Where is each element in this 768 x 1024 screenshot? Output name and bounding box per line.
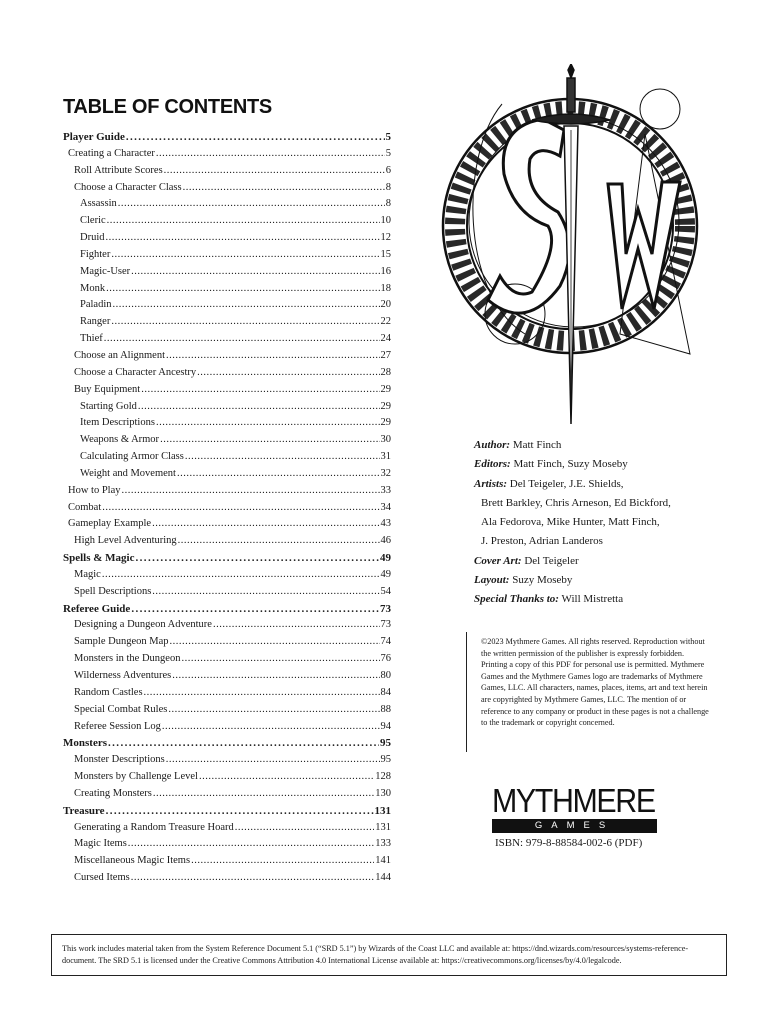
toc-entry-page: 141 xyxy=(375,855,391,867)
toc-entry-page: 73 xyxy=(380,602,391,615)
srd-license-notice: This work includes material taken from the System Reference Document 5.1 (“SRD 5.1”) by Wizards of the Coast LLC and available at: https://dnd.wizards.com/resources/systems-reference-document. The SRD 5.1 is licensed under the Creative Commons Attribution 4.0 International License available at: https://creativecommons.org/licenses/by/4.0/legalcode. xyxy=(51,934,727,976)
toc-entry[interactable] xyxy=(63,182,391,199)
toc-entry-page: 15 xyxy=(380,248,391,260)
toc-entry-label: Druid xyxy=(80,232,105,244)
toc-entry[interactable] xyxy=(63,687,391,704)
toc-leader-dots xyxy=(131,872,375,883)
toc-entry[interactable] xyxy=(63,198,391,215)
toc-leader-dots xyxy=(160,434,379,445)
toc-leader-dots xyxy=(152,586,379,597)
toc-entry[interactable] xyxy=(63,451,391,468)
credit-value: Del Teigeler xyxy=(524,554,579,567)
toc-entry[interactable] xyxy=(63,468,391,485)
toc-entry-page: 131 xyxy=(375,821,391,833)
toc-leader-dots xyxy=(170,636,380,647)
toc-entry-page: 133 xyxy=(375,838,391,850)
toc-entry-page: 46 xyxy=(380,535,391,547)
toc-entry-page: 95 xyxy=(380,737,391,750)
toc-entry-label: Referee Session Log xyxy=(74,720,161,732)
toc-entry-label: Special Combat Rules xyxy=(74,703,168,715)
toc-entry-page: 5 xyxy=(385,131,391,143)
toc-entry[interactable] xyxy=(63,434,391,451)
toc-leader-dots xyxy=(118,198,385,209)
toc-entry[interactable] xyxy=(63,822,391,839)
toc-entry-page: 16 xyxy=(380,265,391,277)
toc-entry-label: Thief xyxy=(80,333,103,345)
toc-entry-label: Cleric xyxy=(80,215,106,227)
toc-leader-dots xyxy=(111,249,379,260)
toc-entry-label: Spell Descriptions xyxy=(74,585,152,597)
toc-entry-label: Item Descriptions xyxy=(80,417,155,429)
toc-entry-label: Choose an Alignment xyxy=(74,349,165,361)
toc-entry-page: 5 xyxy=(385,147,391,159)
toc-leader-dots xyxy=(128,838,374,849)
credits xyxy=(474,436,744,610)
credit-label: Editors: xyxy=(474,458,511,471)
toc-entry-label: Roll Attribute Scores xyxy=(74,164,163,176)
toc-entry[interactable] xyxy=(63,569,391,586)
toc-entry-label: Monsters in the Dungeon xyxy=(74,653,181,665)
toc-entry-page: 12 xyxy=(380,232,391,244)
toc-entry[interactable] xyxy=(63,165,391,182)
toc-leader-dots xyxy=(153,788,374,799)
toc-leader-dots xyxy=(152,518,379,529)
toc-entry-label: Weight and Movement xyxy=(80,467,176,479)
toc-leader-dots xyxy=(191,855,374,866)
toc-entry-page: 131 xyxy=(374,804,391,817)
toc-leader-dots xyxy=(197,367,379,378)
toc-leader-dots xyxy=(113,299,380,310)
toc-entry-page: 73 xyxy=(380,619,391,631)
toc-entry-label: Spells & Magic xyxy=(63,552,135,565)
toc-entry[interactable] xyxy=(63,518,391,535)
page-title: TABLE OF CONTENTS xyxy=(63,96,272,118)
credit-value: Del Teigeler, J.E. Shields, xyxy=(509,477,624,490)
toc-entry-label: Combat xyxy=(68,501,102,513)
toc-entry-label: Creating Monsters xyxy=(74,787,152,799)
publisher-subtitle: GAMES xyxy=(492,819,657,833)
toc-entry[interactable] xyxy=(63,283,391,300)
toc-section[interactable] xyxy=(63,805,391,822)
toc-entry-label: Magic Items xyxy=(74,838,127,850)
toc-entry-label: Fighter xyxy=(80,248,111,260)
toc-entry[interactable] xyxy=(63,535,391,552)
table-of-contents xyxy=(63,131,391,889)
credit-label: Artists: xyxy=(474,477,508,490)
toc-leader-dots xyxy=(166,754,380,765)
credit-label: Author: xyxy=(474,439,511,451)
toc-leader-dots xyxy=(138,401,380,412)
credit-label: Layout: xyxy=(474,574,510,587)
toc-entry-page: 8 xyxy=(385,198,391,210)
credit-editors xyxy=(474,455,744,474)
credit-value: Matt Finch, Suzy Moseby xyxy=(513,458,628,471)
toc-entry[interactable] xyxy=(63,704,391,721)
credit-value: Matt Finch xyxy=(512,439,562,451)
copyright-notice: ©2023 Mythmere Games. All rights reserved. Reproduction without the written permission of the publisher is expressly forbidden. Printing a copy of this PDF for personal use is permitted. Mythmere Games and the Mythmere Games logo are trademarks of Mythmere Games, LLC. All characters, names, places, items, art and text herein are copyrighted by Mythmere Games, LLC. The mention of or reference to any company or product in these pages is not a challenge to the trademark or copyright concerned. xyxy=(466,632,712,752)
toc-entry-label: How to Play xyxy=(68,484,121,496)
toc-entry-label: Wilderness Adventures xyxy=(74,670,172,681)
toc-entry-label: Starting Gold xyxy=(80,400,137,412)
toc-entry[interactable] xyxy=(63,401,391,418)
toc-entry-page: 130 xyxy=(375,787,391,799)
toc-entry-page: 128 xyxy=(375,771,391,783)
toc-entry-label: Monsters by Challenge Level xyxy=(74,771,198,783)
toc-entry[interactable] xyxy=(63,249,391,266)
toc-entry-page: 95 xyxy=(380,754,391,766)
toc-entry[interactable] xyxy=(63,299,391,316)
toc-leader-dots xyxy=(102,569,380,580)
toc-entry-page: 29 xyxy=(380,383,391,395)
toc-leader-dots xyxy=(213,619,380,630)
toc-leader-dots xyxy=(177,468,380,479)
toc-entry[interactable] xyxy=(63,771,391,788)
toc-leader-dots xyxy=(107,215,380,226)
toc-entry[interactable] xyxy=(63,215,391,232)
toc-section[interactable] xyxy=(63,552,391,569)
toc-entry-label: Referee Guide xyxy=(63,602,131,615)
toc-entry-label: Miscellaneous Magic Items xyxy=(74,855,191,867)
toc-entry-page: 94 xyxy=(380,720,391,732)
toc-entry-label: Weapons & Armor xyxy=(80,434,160,446)
toc-entry-page: 24 xyxy=(380,333,391,345)
toc-leader-dots xyxy=(102,502,379,513)
toc-section[interactable] xyxy=(63,603,391,620)
toc-section[interactable] xyxy=(63,131,391,148)
credit-thanks xyxy=(474,590,744,609)
toc-entry-label: Calculating Armor Class xyxy=(80,451,184,463)
toc-leader-dots xyxy=(111,316,379,327)
toc-entry-label: Monk xyxy=(80,282,106,294)
toc-entry-page: 80 xyxy=(380,670,391,681)
credit-cover xyxy=(474,552,744,571)
toc-entry-page: 29 xyxy=(380,400,391,412)
credit-author xyxy=(474,436,744,455)
toc-entry-page: 8 xyxy=(385,181,391,193)
toc-leader-dots xyxy=(131,603,379,615)
toc-entry-label: Treasure xyxy=(63,804,105,817)
toc-entry[interactable] xyxy=(63,788,391,805)
toc-entry[interactable] xyxy=(63,754,391,771)
toc-entry-page: 10 xyxy=(380,215,391,227)
toc-leader-dots xyxy=(136,552,380,564)
credit-artists xyxy=(474,475,744,494)
toc-entry-label: Ranger xyxy=(80,316,111,328)
toc-leader-dots xyxy=(178,535,380,546)
toc-leader-dots xyxy=(183,182,385,193)
toc-entry[interactable] xyxy=(63,367,391,384)
toc-entry-label: Creating a Character xyxy=(68,147,155,159)
toc-entry[interactable] xyxy=(63,232,391,249)
toc-leader-dots xyxy=(235,822,374,833)
toc-entry-label: Designing a Dungeon Adventure xyxy=(74,619,212,631)
toc-entry[interactable] xyxy=(63,333,391,350)
toc-entry[interactable] xyxy=(63,619,391,636)
toc-entry-page: 30 xyxy=(380,434,391,446)
credit-value: Will Mistretta xyxy=(561,593,624,606)
toc-entry-label: Monsters xyxy=(63,737,107,750)
toc-leader-dots xyxy=(131,266,379,277)
toc-entry[interactable] xyxy=(63,721,391,738)
toc-leader-dots xyxy=(141,384,379,395)
toc-entry-label: Monster Descriptions xyxy=(74,754,165,766)
toc-entry-page: 22 xyxy=(380,316,391,328)
toc-entry[interactable] xyxy=(63,636,391,653)
toc-leader-dots xyxy=(104,333,380,344)
toc-entry-page: 6 xyxy=(385,164,391,176)
toc-entry-page: 29 xyxy=(380,417,391,429)
toc-entry-page: 84 xyxy=(380,686,391,698)
toc-entry-label: Magic xyxy=(74,568,101,580)
toc-entry-label: Player Guide xyxy=(63,131,125,143)
toc-leader-dots xyxy=(164,165,385,176)
toc-entry-label: Assassin xyxy=(80,198,117,210)
credit-label: Special Thanks to: xyxy=(474,593,559,606)
toc-entry-page: 27 xyxy=(380,349,391,361)
credit-layout xyxy=(474,571,744,590)
toc-leader-dots xyxy=(106,232,380,243)
toc-entry[interactable] xyxy=(63,485,391,502)
toc-entry[interactable] xyxy=(63,316,391,333)
toc-leader-dots xyxy=(106,805,374,817)
toc-entry[interactable] xyxy=(63,586,391,603)
toc-leader-dots xyxy=(106,283,379,294)
toc-entry-label: Generating a Random Treasure Hoard xyxy=(74,821,234,833)
toc-entry[interactable] xyxy=(63,670,391,687)
credit-value: Suzy Moseby xyxy=(512,574,573,587)
toc-entry-label: Gameplay Example xyxy=(68,518,152,530)
toc-entry-label: Paladin xyxy=(80,299,112,311)
publisher-logo xyxy=(492,784,657,833)
toc-entry-page: 20 xyxy=(380,299,391,311)
toc-leader-dots xyxy=(181,653,379,664)
toc-leader-dots xyxy=(185,451,380,462)
toc-leader-dots xyxy=(172,670,379,681)
credit-artists-cont: Brett Barkley, Chris Arneson, Ed Bickford, xyxy=(481,496,671,509)
toc-entry-label: Random Castles xyxy=(74,686,143,698)
toc-entry-page: 88 xyxy=(380,703,391,715)
toc-entry-page: 18 xyxy=(380,282,391,294)
toc-entry-page: 54 xyxy=(380,585,391,597)
toc-leader-dots xyxy=(122,485,380,496)
credit-label: Cover Art: xyxy=(474,554,522,567)
toc-entry-page: 43 xyxy=(380,518,391,530)
toc-entry[interactable] xyxy=(63,350,391,367)
toc-entry[interactable] xyxy=(63,417,391,434)
toc-leader-dots xyxy=(156,148,385,159)
toc-entry[interactable] xyxy=(63,502,391,519)
toc-entry-page: 49 xyxy=(380,568,391,580)
toc-entry-page: 49 xyxy=(380,552,391,565)
toc-entry[interactable] xyxy=(63,653,391,670)
toc-leader-dots xyxy=(126,131,385,143)
toc-entry-page: 33 xyxy=(380,484,391,496)
toc-leader-dots xyxy=(108,737,379,749)
toc-section[interactable] xyxy=(63,737,391,754)
credit-artists-cont: Ala Fedorova, Mike Hunter, Matt Finch, xyxy=(481,516,660,529)
toc-leader-dots xyxy=(162,721,380,732)
toc-leader-dots xyxy=(144,687,380,698)
toc-entry[interactable] xyxy=(63,384,391,401)
toc-entry-label: Cursed Items xyxy=(74,872,130,884)
toc-entry-page: 144 xyxy=(375,872,391,884)
toc-leader-dots xyxy=(156,417,380,428)
toc-entry-page: 31 xyxy=(380,451,391,463)
toc-entry-page: 76 xyxy=(380,653,391,665)
toc-entry[interactable] xyxy=(63,872,391,889)
toc-entry-label: Buy Equipment xyxy=(74,383,141,395)
toc-entry-page: 34 xyxy=(380,501,391,513)
toc-entry-label: Choose a Character Class xyxy=(74,181,182,193)
toc-entry-page: 32 xyxy=(380,467,391,479)
toc-entry-page: 74 xyxy=(380,636,391,648)
toc-entry-label: Sample Dungeon Map xyxy=(74,636,169,648)
toc-entry-page: 28 xyxy=(380,366,391,378)
toc-entry[interactable] xyxy=(63,148,391,165)
toc-entry-label: High Level Adventuring xyxy=(74,535,177,547)
toc-leader-dots xyxy=(168,704,379,715)
toc-entry[interactable] xyxy=(63,266,391,283)
publisher-name: MYTHMERE xyxy=(492,782,655,819)
credit-artists-cont: J. Preston, Adrian Landeros xyxy=(481,535,603,548)
toc-entry-label: Choose a Character Ancestry xyxy=(74,366,197,378)
toc-entry-label: Magic-User xyxy=(80,265,131,277)
toc-entry[interactable] xyxy=(63,838,391,855)
toc-leader-dots xyxy=(166,350,380,361)
isbn: ISBN: 979-8-88584-002-6 (PDF) xyxy=(495,837,643,849)
toc-entry[interactable] xyxy=(63,855,391,872)
swords-wizardry-logo-icon xyxy=(440,64,712,436)
toc-leader-dots xyxy=(199,771,374,782)
